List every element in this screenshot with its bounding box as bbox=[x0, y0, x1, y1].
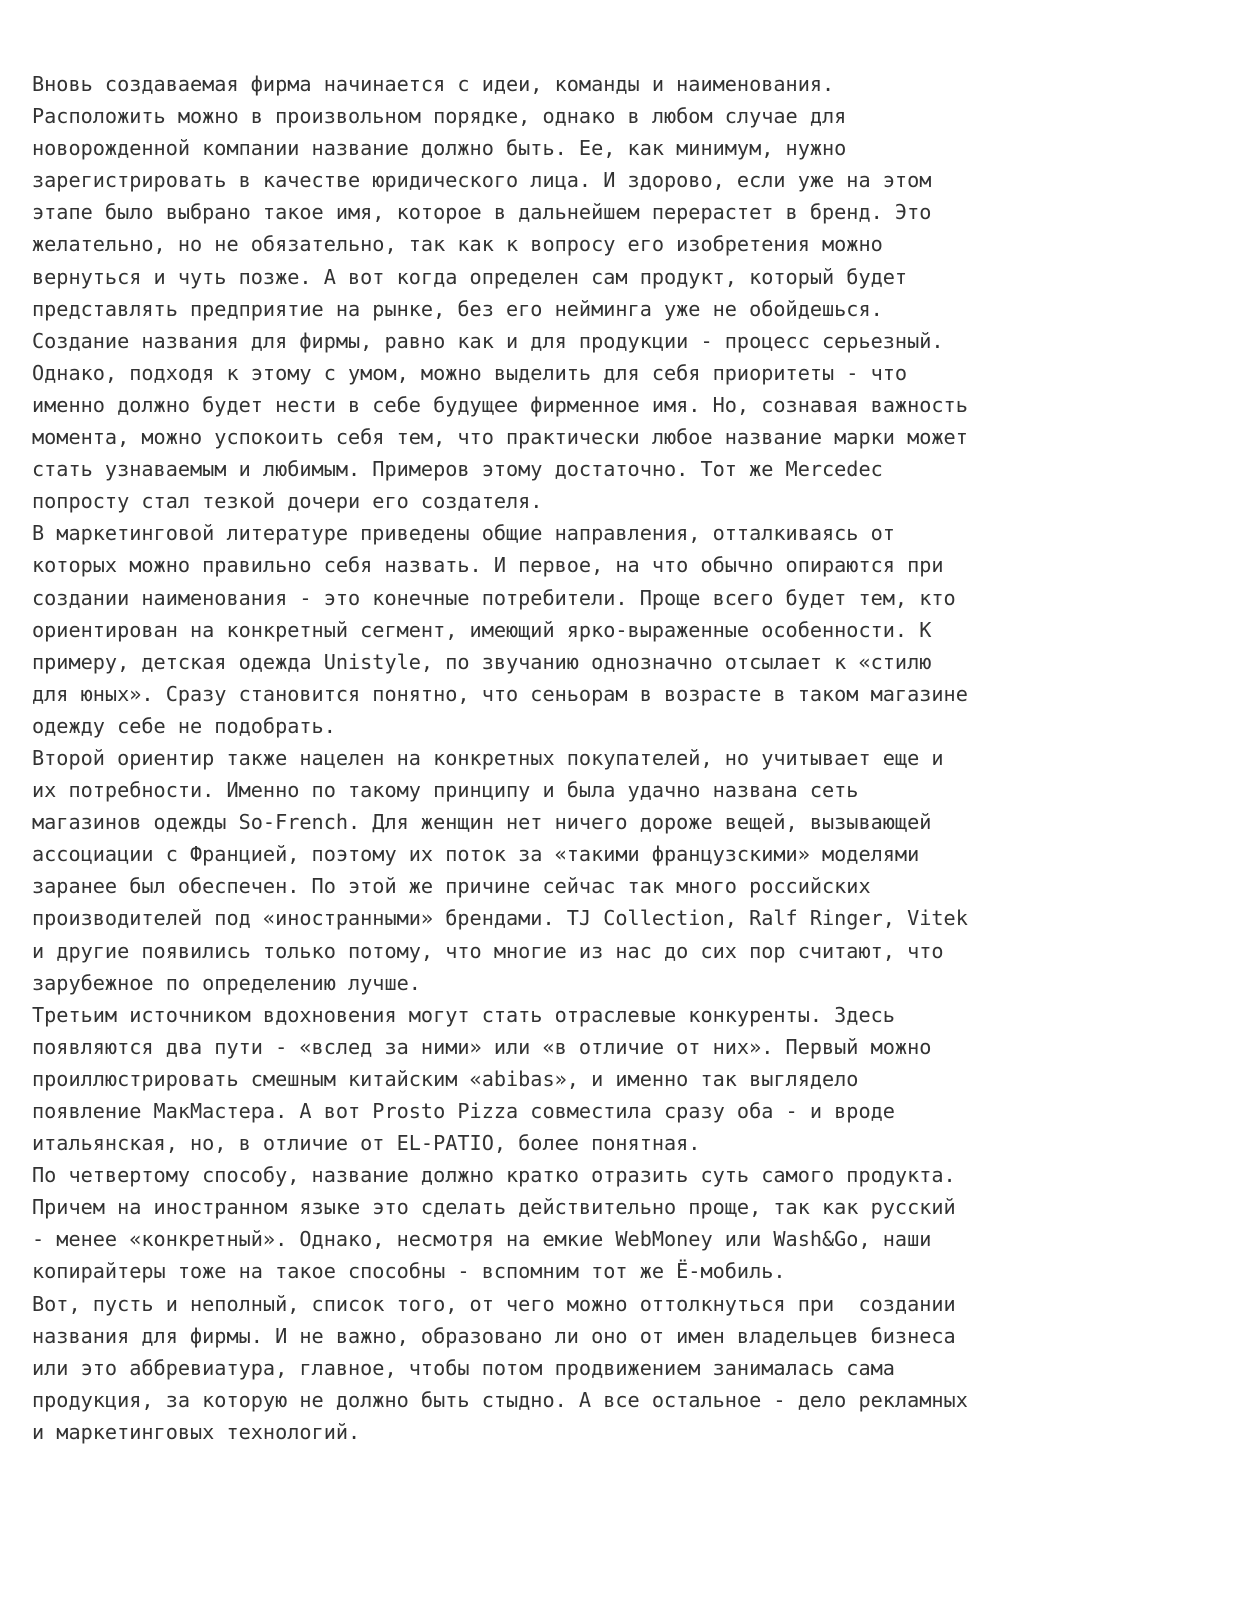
text-line: В маркетинговой литературе приведены общие направления, отталкиваясь от bbox=[32, 521, 895, 546]
text-line: момента, можно успокоить себя тем, что практически любое название марки может bbox=[32, 425, 968, 450]
text-line: названия для фирмы. И не важно, образовано ли оно от имен владельцев бизнеса bbox=[32, 1323, 956, 1348]
text-line: стать узнаваемым и любимым. Примеров этому достаточно. Тот же Mercedec bbox=[32, 457, 883, 482]
text-line: проиллюстрировать смешным китайским «abibas», и именно так выглядело bbox=[32, 1066, 859, 1091]
text-line: одежду себе не подобрать. bbox=[32, 713, 336, 738]
text-line: Вот, пусть и неполный, список того, от чего можно оттолкнуться при создании bbox=[32, 1291, 956, 1316]
text-line: появление МакМастера. А вот Prosto Pizza совместила сразу оба - и вроде bbox=[32, 1099, 895, 1123]
text-line: ассоциации с Францией, поэтому их поток за «такими французскими» моделями bbox=[32, 842, 920, 867]
text-line: зарегистрировать в качестве юридического лица. И здорово, если уже на этом bbox=[32, 168, 932, 193]
text-line: новорожденной компании название должно быть. Ее, как минимум, нужно bbox=[32, 136, 847, 161]
text-line: итальянская, но, в отличие от EL-PATIO, более понятная. bbox=[32, 1131, 701, 1156]
text-line: и маркетинговых технологий. bbox=[32, 1419, 361, 1444]
text-line: и другие появились только потому, что многие из нас до сих пор считают, что bbox=[32, 938, 944, 963]
text-line: Вновь создаваемая фирма начинается с идеи, команды и наименования. bbox=[32, 72, 835, 96]
text-line: именно должно будет нести в себе будущее фирменное имя. Но, сознавая важность bbox=[32, 392, 968, 417]
text-line: продукция, за которую не должно быть стыдно. А все остальное - дело рекламных bbox=[32, 1387, 968, 1412]
text-line: создании наименования - это конечные потребители. Проще всего будет тем, кто bbox=[32, 585, 956, 610]
text-line: появляются два пути - «вслед за ними» или «в отличие от них». Первый можно bbox=[32, 1034, 932, 1059]
text-line: Расположить можно в произвольном порядке, однако в любом случае для bbox=[32, 104, 847, 129]
text-line: Третьим источником вдохновения могут стать отраслевые конкуренты. Здесь bbox=[32, 1002, 895, 1027]
text-line: представлять предприятие на рынке, без его нейминга уже не обойдешься. bbox=[32, 296, 883, 321]
text-line: желательно, но не обязательно, так как к вопросу его изобретения можно bbox=[32, 232, 883, 257]
text-line: Причем на иностранном языке это сделать действительно проще, так как русский bbox=[32, 1195, 956, 1220]
text-line: примеру, детская одежда Unistyle, по звучанию однозначно отсылает к «стилю bbox=[32, 649, 932, 674]
text-line: которых можно правильно себя назвать. И первое, на что обычно опираются при bbox=[32, 553, 944, 578]
text-line: их потребности. Именно по такому принципу и была удачно названа сеть bbox=[32, 778, 859, 803]
text-line: зарубежное по определению лучше. bbox=[32, 970, 421, 995]
text-line: вернуться и чуть позже. А вот когда определен сам продукт, который будет bbox=[32, 264, 908, 289]
text-line: магазинов одежды So-French. Для женщин нет ничего дороже вещей, вызывающей bbox=[32, 810, 932, 835]
text-line: для юных». Сразу становится понятно, что сеньорам в возрасте в таком магазине bbox=[32, 681, 968, 706]
text-line: или это аббревиатура, главное, чтобы потом продвижением занималась сама bbox=[32, 1355, 895, 1380]
text-line: Создание названия для фирмы, равно как и для продукции - процесс серьезный. bbox=[32, 328, 944, 353]
text-line: Второй ориентир также нацелен на конкретных покупателей, но учитывает еще и bbox=[32, 745, 944, 770]
document-body bbox=[32, 68, 1222, 1448]
text-line: попросту стал тезкой дочери его создателя. bbox=[32, 489, 543, 514]
text-line: заранее был обеспечен. По этой же причине сейчас так много российских bbox=[32, 874, 871, 899]
text-line: Однако, подходя к этому с умом, можно выделить для себя приоритеты - что bbox=[32, 360, 908, 385]
text-line: производителей под «иностранными» брендами. TJ Collection, Ralf Ringer, Vitek bbox=[32, 906, 968, 931]
text-line: ориентирован на конкретный сегмент, имеющий ярко-выраженные особенности. К bbox=[32, 617, 932, 642]
text-line: этапе было выбрано такое имя, которое в дальнейшем перерастет в бренд. Это bbox=[32, 200, 932, 225]
text-line: копирайтеры тоже на такое способны - вспомним тот же Ё-мобиль. bbox=[32, 1259, 786, 1284]
text-line: По четвертому способу, название должно кратко отразить суть самого продукта. bbox=[32, 1163, 956, 1188]
text-line: - менее «конкретный». Однако, несмотря на емкие WebMoney или Wash&Go, наши bbox=[32, 1227, 932, 1252]
